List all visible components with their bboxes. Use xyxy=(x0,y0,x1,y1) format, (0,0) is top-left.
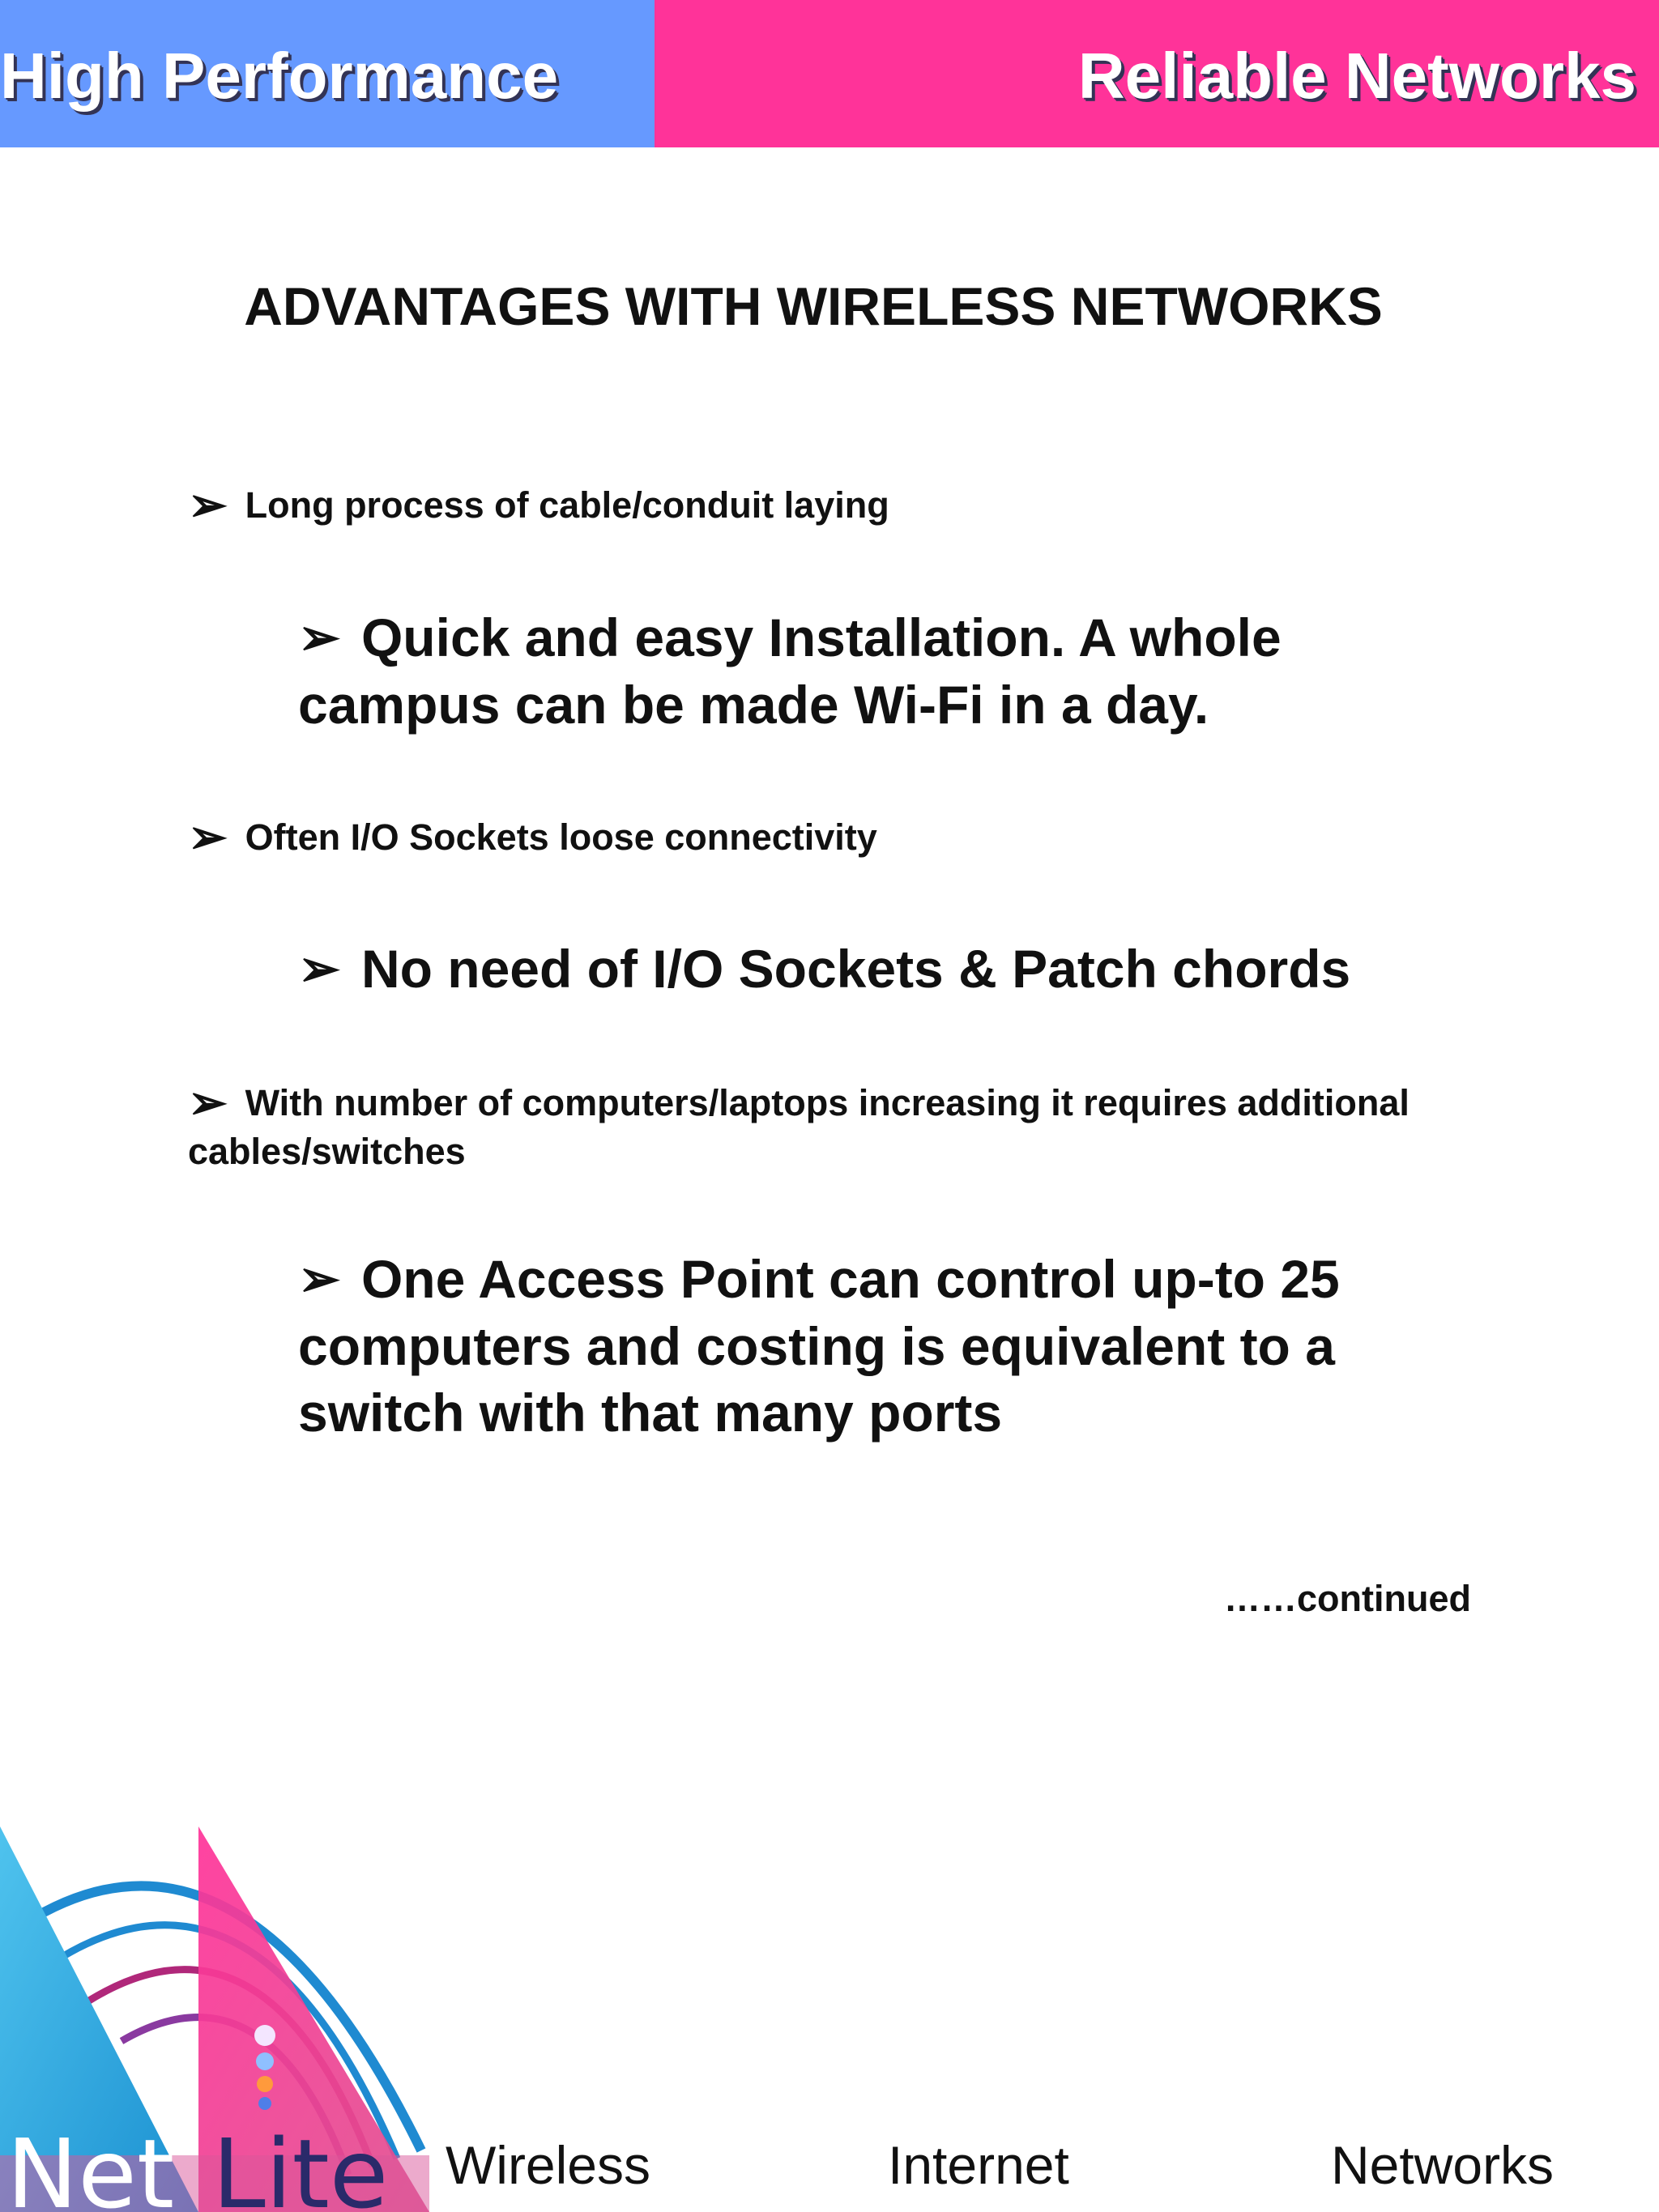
point-text: Long process of cable/conduit laying xyxy=(245,484,889,526)
footer-networks: Networks xyxy=(1331,2135,1555,2195)
point-problem-1 xyxy=(188,481,889,530)
arrow-bullet-icon: ➢ xyxy=(298,941,340,997)
banner-left-panel xyxy=(0,0,655,147)
banner-right-panel xyxy=(655,0,1659,147)
netlite-logo xyxy=(0,1818,437,2212)
arrow-bullet-icon: ➢ xyxy=(188,811,228,863)
banner-left-text: High Performance xyxy=(0,40,559,112)
arrow-bullet-icon: ➢ xyxy=(188,479,228,531)
header-banner xyxy=(0,0,1659,147)
point-benefit-1 xyxy=(298,604,1497,738)
arrow-bullet-icon: ➢ xyxy=(298,1251,340,1307)
svg-text:Lite: Lite xyxy=(212,2118,389,2212)
point-text: One Access Point can control up-to 25 computers and costing is equivalent to a switch with that many ports xyxy=(298,1249,1340,1443)
point-problem-3 xyxy=(188,1076,1484,1176)
point-text: No need of I/O Sockets & Patch chords xyxy=(360,939,1351,999)
point-text: Quick and easy Installation. A whole campus can be made Wi-Fi in a day. xyxy=(298,607,1282,735)
continued-note: ……continued xyxy=(1224,1578,1471,1619)
arrow-bullet-icon: ➢ xyxy=(188,1076,228,1129)
footer-internet: Internet xyxy=(888,2135,1069,2195)
point-benefit-3 xyxy=(298,1246,1497,1446)
point-text: With number of computers/laptops increasing it requires additional cables/switches xyxy=(188,1082,1410,1172)
slide-title: ADVANTAGES WITH WIRELESS NETWORKS xyxy=(244,276,1383,336)
svg-text:Net: Net xyxy=(6,2118,175,2212)
footer-wireless: Wireless xyxy=(446,2135,651,2195)
point-problem-2 xyxy=(188,813,877,862)
point-text: Often I/O Sockets loose connectivity xyxy=(245,816,877,858)
point-benefit-2 xyxy=(298,936,1497,1003)
arrow-bullet-icon: ➢ xyxy=(298,610,340,666)
banner-right-text: Reliable Networks xyxy=(1077,40,1636,112)
